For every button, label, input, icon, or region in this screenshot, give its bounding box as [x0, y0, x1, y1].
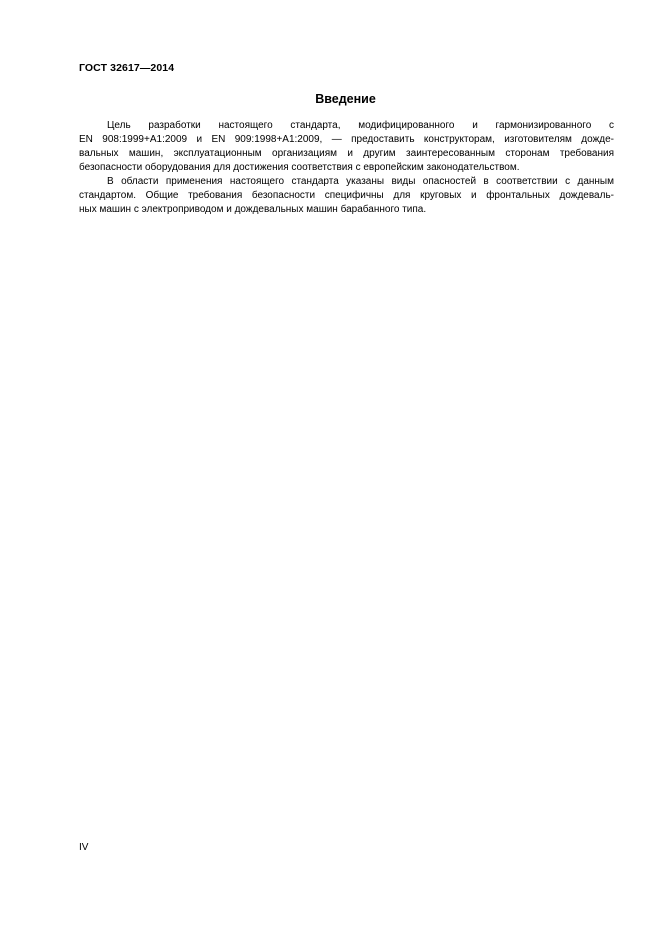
paragraph-1 — [79, 119, 614, 175]
paragraph-1-line-2: EN 908:1999+A1:2009 и EN 909:1998+A1:2009, — предоставить конструкторам, изготовителям дожде- — [79, 134, 614, 145]
page-number: IV — [79, 842, 89, 853]
paragraph-1-line-4: безопасности оборудования для достижения соответствия с европейским законодательством. — [79, 162, 520, 173]
paragraph-2-line-1: В области применения настоящего стандарта указаны виды опасностей в соответствии с данным — [107, 176, 614, 187]
body-text — [79, 119, 614, 217]
paragraph-2-line-3: ных машин с электроприводом и дождевальных машин барабанного типа. — [79, 204, 427, 215]
paragraph-1-line-1: Цель разработки настоящего стандарта, модифицированного и гармонизированного с — [107, 120, 614, 131]
section-title: Введение — [315, 92, 376, 106]
document-header: ГОСТ 32617—2014 — [79, 62, 175, 74]
paragraph-2-line-2: стандартом. Общие требования безопасности специфичны для круговых и фронтальных дождеваль- — [79, 190, 614, 201]
paragraph-1-line-3: вальных машин, эксплуатационным организациям и другим заинтересованным сторонам требования — [79, 148, 614, 159]
paragraph-2 — [79, 175, 614, 217]
